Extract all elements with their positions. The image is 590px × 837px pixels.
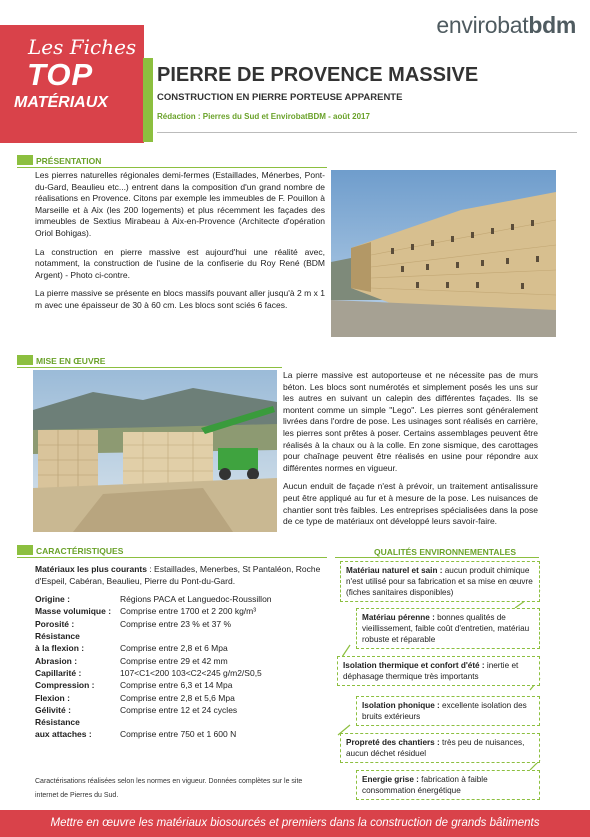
presentation-paragraph-2: La construction en pierre massive est aujourd'hui une réalité avec, notamment, la construction de l'usine de la confiserie du Roy René (BDM Argent) - Photo ci-contre.	[35, 246, 325, 280]
badge-line-1: Les Fiches	[28, 35, 137, 59]
section-marker-icon	[17, 155, 33, 165]
spec-row	[35, 605, 325, 617]
spec-row	[35, 618, 325, 630]
mise-en-oeuvre-divider	[17, 367, 282, 368]
title-accent-bar	[143, 58, 153, 142]
qualite-item	[356, 770, 540, 800]
spec-row	[35, 716, 325, 728]
section-marker-icon	[17, 355, 33, 365]
qualite-label: Isolation thermique et confort d'été :	[343, 661, 485, 670]
mise-en-oeuvre-text	[283, 370, 538, 535]
qualite-text: très peu de nuisances, aucun déchet résiduel	[346, 738, 525, 758]
mise-en-oeuvre-paragraph-1: La pierre massive est autoporteuse et ne nécessite pas de murs béton. Les blocs sont numérotés et simplement posés les uns sur les autres en suivant un calepin des différentes façades. Ils se montent comme un simple "Lego". Les pierres sont généralement livrées dans l'ordre de pose. Les usinages sont réalisés en carrière, les pierres sont prêtes à poser. Certains assemblages peuvent être réalisés à la chaux ou à la colle. En zone sismique, des carottages pour chaînage peuvent être réalisés en usine pour répondre aux différentes normes en vigueur.	[283, 370, 538, 473]
spec-label: Origine :	[35, 594, 70, 605]
qualite-item	[340, 733, 540, 763]
fiches-top-badge	[0, 25, 144, 143]
brand-name-light: envirobat	[436, 12, 529, 38]
materials-intro-value: : Estaillades, Menerbes, St Pantaléon, Roche d'Espeil, Cabéran, Beaulieu, Pierre du Pont-du-Gard.	[35, 564, 321, 586]
section-marker-icon	[17, 545, 33, 555]
caracteristiques-block	[35, 564, 325, 741]
spec-label: Capillarité :	[35, 667, 82, 678]
qualite-item	[337, 656, 540, 686]
caracteristiques-divider	[17, 557, 327, 558]
mise-en-oeuvre-heading-label: MISE EN ŒUVRE	[36, 356, 106, 366]
spec-label: Compression :	[35, 680, 95, 691]
construction-site-image	[33, 370, 277, 532]
qualite-label: Matériau pérenne :	[362, 613, 435, 622]
spec-label: Gélivité :	[35, 704, 71, 715]
spec-value: Régions PACA et Languedoc-Roussillon	[120, 594, 272, 605]
spec-value: 107<C1<200 103<C2<245 g/m2/S0,5	[120, 667, 262, 678]
mise-en-oeuvre-heading	[17, 355, 105, 366]
page-title: PIERRE DE PROVENCE MASSIVE	[157, 64, 479, 86]
caracteristiques-heading	[17, 545, 123, 556]
spec-value: Comprise entre 2,8 et 5,6 Mpa	[120, 692, 235, 703]
qualite-text: bonnes qualités de vieillissement, faible coût d'entretien, matériau robuste et réparable	[362, 613, 530, 644]
spec-value: Comprise entre 12 et 24 cycles	[120, 704, 238, 715]
spec-label: Abrasion :	[35, 655, 78, 666]
footer-banner: Mettre en œuvre les matériaux biosourcés et premiers dans la construction de grands bâtiments	[0, 810, 590, 837]
materials-intro	[35, 564, 325, 587]
spec-row	[35, 655, 325, 667]
spec-row	[35, 593, 325, 605]
presentation-paragraph-1: Les pierres naturelles régionales demi-fermes (Estaillades, Ménerbes, Pont-du-Gard, Beaulieu etc...) entrent dans la composition d'un grand nombre de réalisations en Provence. Citons par exemple les immeubles de F. Pouillon à Marseille et à Aix (les 200 logements) et plus récemment les façades des immeubles de Sextius Mirabeau à Aix-en-Provence (Architecte d'opération Oriol Bohigas).	[35, 170, 325, 238]
spec-value: Comprise entre 23 % et 37 %	[120, 618, 232, 629]
qualite-label: Energie grise :	[362, 775, 419, 784]
spec-row	[35, 679, 325, 691]
presentation-paragraph-3: La pierre massive se présente en blocs massifs pouvant aller jusqu'à 2 m x 1 m avec une épaisseur de 30 à 60 cm. Les blocs sont sciés 6 faces.	[35, 288, 325, 310]
spec-value	[120, 630, 325, 642]
spec-row	[35, 667, 325, 679]
building-photo-image	[331, 170, 556, 337]
spec-value: Comprise entre 2,8 et 6 Mpa	[120, 643, 228, 654]
spec-value	[120, 716, 325, 728]
qualite-text: excellente isolation des bruits extérieurs	[362, 701, 527, 721]
presentation-heading	[17, 155, 101, 166]
qualite-text: inertie et déphasage thermique très importants	[343, 661, 519, 681]
caracteristiques-note: Caractérisations réalisées selon les normes en vigueur. Données complètes sur le site internet de Pierres du Sud.	[35, 778, 303, 799]
presentation-heading-label: PRÉSENTATION	[36, 156, 102, 166]
brand-logo	[436, 12, 576, 39]
spec-label: aux attaches :	[35, 729, 92, 740]
brand-name-bold: bdm	[528, 12, 576, 38]
header	[0, 0, 590, 140]
caracteristiques-heading-label: CARACTÉRISTIQUES	[36, 546, 124, 556]
spec-value: Comprise entre 6,3 et 14 Mpa	[120, 680, 233, 691]
badge-line-2: TOP	[27, 57, 94, 92]
page-subtitle: CONSTRUCTION EN PIERRE PORTEUSE APPARENTE	[157, 92, 403, 103]
spec-value: Comprise entre 1700 et 2 200 kg/m³	[120, 606, 257, 617]
construction-site-photo	[33, 370, 277, 532]
spec-row	[35, 630, 325, 642]
spec-label: Porosité :	[35, 618, 75, 629]
spec-label: Masse volumique :	[35, 606, 112, 617]
building-photo	[331, 170, 556, 337]
title-divider	[157, 132, 577, 133]
spec-label: à la flexion :	[35, 643, 85, 654]
qualite-label: Propreté des chantiers :	[346, 738, 440, 747]
title-box	[143, 58, 590, 142]
qualite-item	[356, 696, 540, 726]
page-credit: Rédaction : Pierres du Sud et EnvirobatBDM - août 2017	[157, 112, 370, 121]
qualite-label: Isolation phonique :	[362, 701, 440, 710]
qualite-label: Matériau naturel et sain :	[346, 566, 443, 575]
spec-label: Résistance	[35, 631, 80, 642]
spec-value: Comprise entre 750 et 1 600 N	[120, 729, 237, 740]
mise-en-oeuvre-paragraph-2: Aucun enduit de façade n'est à prévoir, un traitement antisalissure peut être appliqué au fur et à mesure de la pose. Les nuisances de chantier sont très faibles. Les entreprises spécialisées dans la pose de ce type de matériaux ont développé leurs savoir-faire.	[283, 481, 538, 527]
spec-row	[35, 692, 325, 704]
presentation-divider	[17, 167, 327, 168]
qualite-text: aucun produit chimique n'est utilisé pour sa fabrication et sa mise en œuvre (fiches sanitaires disponibles)	[346, 566, 533, 597]
qualites-heading: QUALITÉS ENVIRONNEMENTALES	[374, 547, 516, 557]
spec-label: Flexion :	[35, 692, 70, 703]
presentation-text	[35, 170, 325, 319]
qualite-text: fabrication à faible consommation énergétique	[362, 775, 488, 795]
qualite-item	[356, 608, 540, 649]
materials-intro-label: Matériaux les plus courants	[35, 564, 147, 574]
spec-value: Comprise entre 29 et 42 mm	[120, 655, 228, 666]
qualites-divider	[335, 557, 539, 558]
badge-line-3: MATÉRIAUX	[14, 94, 108, 111]
spec-row	[35, 728, 325, 740]
spec-row	[35, 704, 325, 716]
spec-label: Résistance	[35, 717, 80, 728]
spec-row	[35, 642, 325, 654]
qualite-item	[340, 561, 540, 602]
spec-table	[35, 593, 325, 741]
